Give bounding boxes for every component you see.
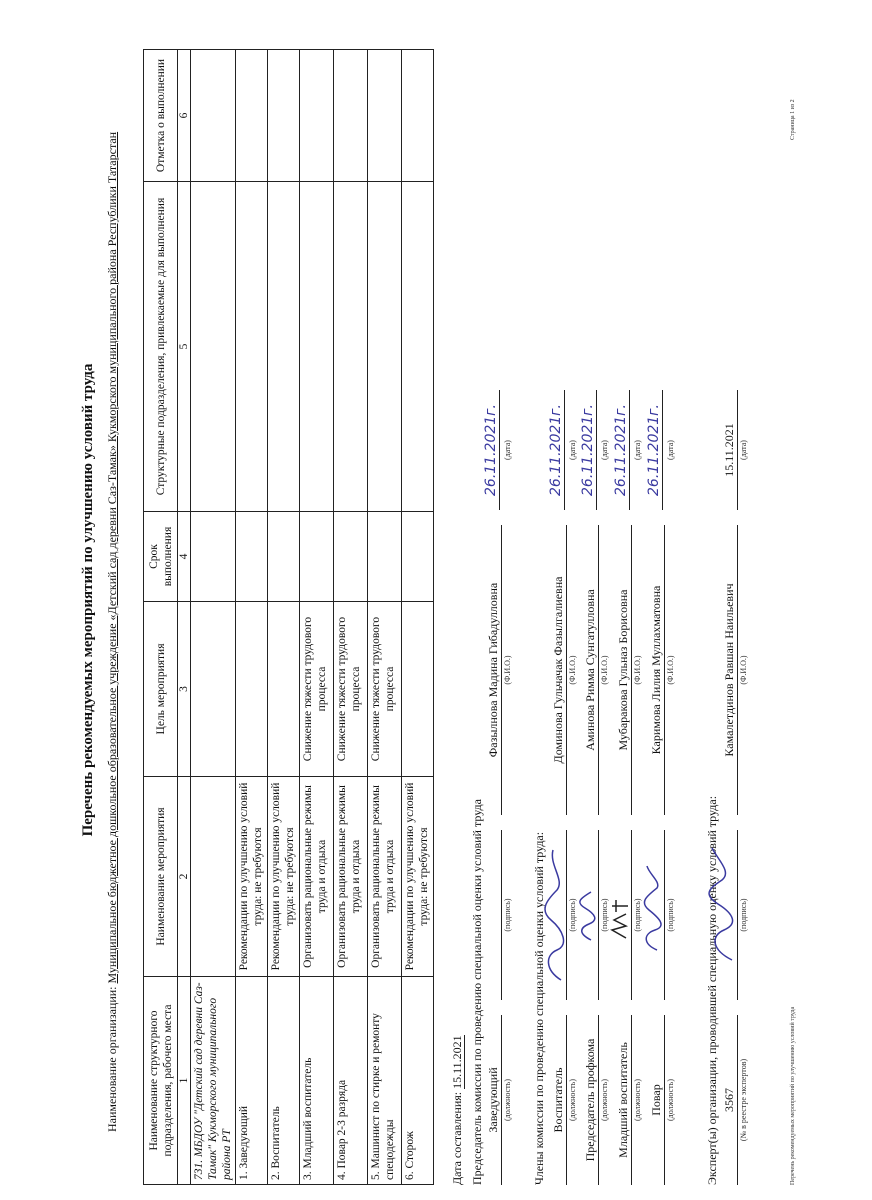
expert-registry-number: 3567 <box>722 1015 738 1185</box>
signature-scribble-icon <box>575 830 597 1000</box>
member-position: Воспитатель <box>551 1015 567 1185</box>
measure-cell: Организовать рациональные режимы труда и отдыха <box>334 777 368 977</box>
member-date: 26.11.2021г. <box>548 390 565 510</box>
measure-cell: Организовать рациональные режимы труда и отдыха <box>300 777 334 977</box>
compilation-date <box>450 1035 465 1185</box>
member-position: Младший воспитатель <box>616 1015 632 1185</box>
member-signature <box>649 830 665 1000</box>
position-caption: (должность) <box>600 1079 609 1121</box>
chair-date: 26.11.2021г. <box>483 390 500 510</box>
header-cell: Наименование мероприятия <box>144 777 178 977</box>
measures-table <box>143 49 434 1185</box>
chair-position: Заведующий <box>486 1015 502 1185</box>
column-number: 5 <box>178 182 191 512</box>
fio-caption: (Ф.И.О.) <box>666 655 675 685</box>
member-fio: Мубаракова Гульназ Борисовна <box>616 525 632 815</box>
chair-signature <box>486 830 502 1000</box>
table-row <box>268 50 300 1185</box>
document-title: Перечень рекомендуемых мероприятий по улучшению условий труда <box>80 363 96 837</box>
member-fio: Аминова Римма Сунгатулловна <box>583 525 599 815</box>
date-caption: (дата) <box>600 440 609 460</box>
signature-caption: (подпись) <box>666 898 675 932</box>
member-date: 26.11.2021г. <box>613 390 630 510</box>
table-row <box>334 50 368 1185</box>
position-caption: (должность) <box>633 1079 642 1121</box>
page-footer-left: Перечень рекомендуемых мероприятий по улучшению условий труда <box>790 1006 796 1185</box>
date-caption: (дата) <box>503 440 512 460</box>
section-row <box>191 50 236 1185</box>
measure-cell: Рекомендации по улучшению условий труда: не требуются <box>402 777 434 977</box>
chair-section-label: Председатель комиссии по проведению специальной оценки условий труда <box>470 799 484 1185</box>
member-position: Председатель профкома <box>583 1015 599 1185</box>
expert-date: 15.11.2021 <box>722 390 738 510</box>
date-caption: (дата) <box>633 440 642 460</box>
signature-scribble-icon <box>608 830 630 1000</box>
signature-caption: (подпись) <box>503 898 512 932</box>
member-date: 26.11.2021г. <box>646 390 663 510</box>
goal-cell <box>268 602 300 777</box>
signature-scribble-icon <box>641 830 663 1000</box>
column-number: 1 <box>178 977 191 1185</box>
member-signature <box>583 830 599 1000</box>
member-signature <box>616 830 632 1000</box>
column-number-row <box>178 50 191 1185</box>
column-number: 3 <box>178 602 191 777</box>
organization-name: Муниципальное бюджетное дошкольное образовательное учреждение «Детский сад деревни Саз-Тамак» Кукморского муниципального района Республики Татарстан <box>105 131 119 984</box>
signature-scribble-icon <box>543 830 565 1000</box>
position-caption: (должность) <box>503 1079 512 1121</box>
header-cell: Срок выполнения <box>144 512 178 602</box>
column-number: 6 <box>178 50 191 182</box>
chair-fio: Фазылнова Мадина Гибадулловна <box>486 525 502 815</box>
compilation-date-label: Дата составления: <box>450 1091 464 1185</box>
member-signature <box>551 830 567 1000</box>
date-caption: (дата) <box>568 440 577 460</box>
fio-caption: (Ф.И.О.) <box>633 655 642 685</box>
organization-label: Наименование организации: <box>105 986 119 1132</box>
table-row <box>236 50 268 1185</box>
fio-caption: (Ф.И.О.) <box>568 655 577 685</box>
goal-cell <box>402 602 434 777</box>
workplace-cell: 3. Младший воспитатель <box>300 977 334 1185</box>
measure-cell: Рекомендации по улучшению условий труда: не требуются <box>236 777 268 977</box>
goal-cell <box>236 602 268 777</box>
measure-cell: Рекомендации по улучшению условий труда: не требуются <box>268 777 300 977</box>
column-number: 4 <box>178 512 191 602</box>
workplace-cell: 1. Заведующий <box>236 977 268 1185</box>
workplace-cell: 4. Повар 2-3 разряда <box>334 977 368 1185</box>
date-caption: (дата) <box>739 440 748 460</box>
member-fio: Каримова Лилия Муллахматовна <box>649 525 665 815</box>
signature-caption: (подпись) <box>600 898 609 932</box>
header-cell: Цель мероприятия <box>144 602 178 777</box>
experts-section-label: Эксперт(ы) организации, проводившей специальную оценку условий труда: <box>705 795 719 1185</box>
member-date: 26.11.2021г. <box>580 390 597 510</box>
position-caption: (должность) <box>568 1079 577 1121</box>
section-title: 731. МБДОУ "Детский сад деревни Саз-Тамак" Кукморского муниципального района РТ <box>191 977 236 1185</box>
page-footer-right: Страница 1 из 2 <box>790 99 796 140</box>
expert-signature <box>722 830 738 1000</box>
workplace-cell: 5. Машинист по стирке и ремонту спецодежды <box>368 977 402 1185</box>
compilation-date-value: 15.11.2021 <box>450 1035 464 1089</box>
position-caption: (должность) <box>666 1079 675 1121</box>
signature-caption: (подпись) <box>568 898 577 932</box>
member-position: Повар <box>649 1015 665 1185</box>
table-row <box>368 50 402 1185</box>
expert-fio: Камалетдинов Равшан Наильевич <box>722 525 738 815</box>
column-number: 2 <box>178 777 191 977</box>
measure-cell: Организовать рациональные режимы труда и отдыха <box>368 777 402 977</box>
workplace-cell: 6. Сторож <box>402 977 434 1185</box>
fio-caption: (Ф.И.О.) <box>503 655 512 685</box>
goal-cell: Снижение тяжести трудового процесса <box>300 602 334 777</box>
signature-caption: (подпись) <box>633 898 642 932</box>
header-cell: Структурные подразделения, привлекаемые для выполнения <box>144 182 178 512</box>
members-section-label: Члены комиссии по проведению специальной оценки условий труда: <box>532 831 546 1185</box>
member-fio: Доминова Гульчачак Фазылгалиевна <box>551 525 567 815</box>
goal-cell: Снижение тяжести трудового процесса <box>368 602 402 777</box>
header-cell: Наименование структурного подразделения, рабочего места <box>144 977 178 1185</box>
signature-caption: (подпись) <box>739 898 748 932</box>
fio-caption: (Ф.И.О.) <box>739 655 748 685</box>
workplace-cell: 2. Воспитатель <box>268 977 300 1185</box>
table-header-row <box>144 50 178 1185</box>
fio-caption: (Ф.И.О.) <box>600 655 609 685</box>
signature-scribble-icon <box>708 830 738 1000</box>
registry-caption: (№ в реестре экспертов) <box>739 1058 748 1142</box>
goal-cell: Снижение тяжести трудового процесса <box>334 602 368 777</box>
table-row <box>300 50 334 1185</box>
organization-line <box>104 92 120 1132</box>
date-caption: (дата) <box>666 440 675 460</box>
header-cell: Отметка о выполнении <box>144 50 178 182</box>
table-row <box>402 50 434 1185</box>
